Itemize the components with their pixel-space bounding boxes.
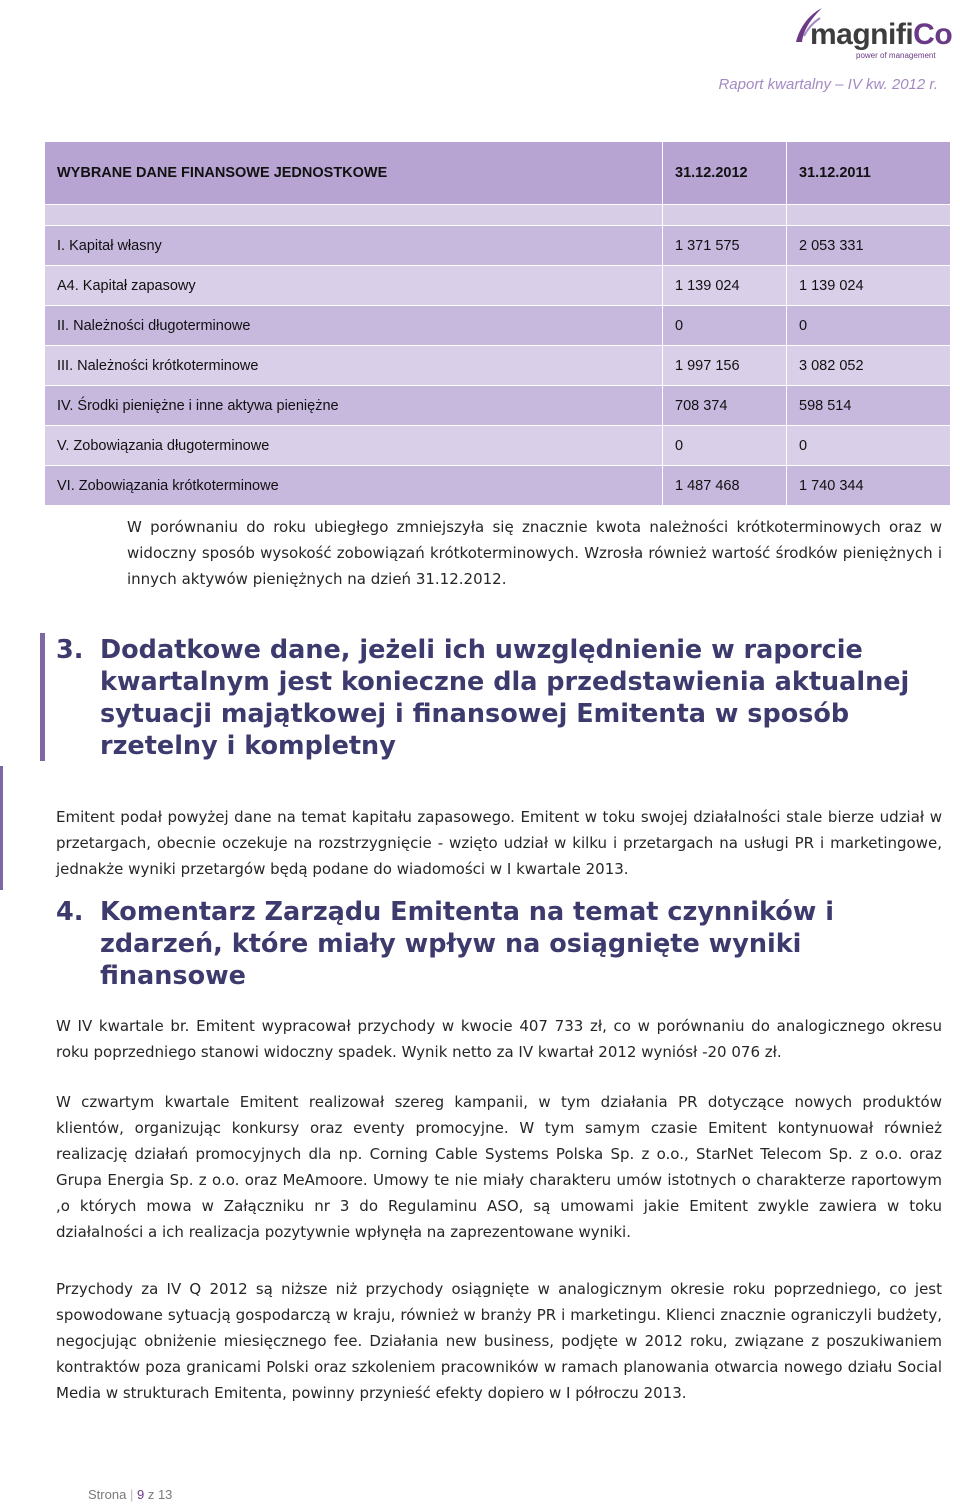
section-4-paragraph: Przychody za IV Q 2012 są niższe niż przychody osiągnięte w analogicznym okresie roku poprzedniego, co jest spowodowane sytuacją gospodarczą w kraju, również w branży PR i marketingu. Klienci znacznie ograniczyli budżety, negocjując obniżenie miesięcznego fee. Działania new business, podjęte w 2012 roku, związane z poszukiwaniem kontraktów poza granicami Polski oraz szkoleniem pracowników w ramach planowania otwarcia nowego działu Social Media w strukturach Emitenta, powinny przynieść efekty dopiero w I półroczu 2013. bbox=[56, 1280, 942, 1402]
row-value-2011: 3 082 052 bbox=[787, 346, 951, 386]
row-value-2012: 1 371 575 bbox=[663, 226, 787, 266]
section-4-paragraph: W czwartym kwartale Emitent realizował szereg kampanii, w tym działania PR dotyczące nowych produktów klientów, organizując konkursy oraz eventy promocyjne. W tym samym czasie Emitent kontynuował również realizację działań promocyjnych dla np. Corning Cable Systems Polska Sp. z o.o., StarNet Telecom Sp. z o.o. oraz Grupa Energia Sp. z o.o. oraz MeAmoore. Umowy te nie miały charakteru umów istotnych o charakterze raportowym ,o których mowa w Załączniku nr 3 do Regulaminu ASO, są umowami jakie Emitent zwykle zawiera w toku działalności a ich realizacja pozytywnie wpłynęła na zaprezentowane wyniki. bbox=[56, 1093, 942, 1241]
row-value-2011: 1 740 344 bbox=[787, 466, 951, 506]
page-footer bbox=[88, 1487, 172, 1502]
row-label: V. Zobowiązania długoterminowe bbox=[45, 426, 663, 466]
table-header-row bbox=[45, 142, 951, 205]
row-value-2012: 1 139 024 bbox=[663, 266, 787, 306]
row-label: III. Należności krótkoterminowe bbox=[45, 346, 663, 386]
row-value-2011: 598 514 bbox=[787, 386, 951, 426]
row-value-2012: 1 997 156 bbox=[663, 346, 787, 386]
footer-page-number: 9 bbox=[136, 1487, 145, 1502]
table-row bbox=[45, 466, 951, 506]
logo-tagline: power of management bbox=[856, 51, 936, 60]
row-value-2011: 1 139 024 bbox=[787, 266, 951, 306]
row-label: A4. Kapitał zapasowy bbox=[45, 266, 663, 306]
row-value-2012: 708 374 bbox=[663, 386, 787, 426]
row-value-2012: 0 bbox=[663, 426, 787, 466]
table-row bbox=[45, 306, 951, 346]
footer-label: Strona bbox=[88, 1487, 127, 1502]
section-3-number: 3. bbox=[56, 635, 84, 665]
table-row bbox=[45, 386, 951, 426]
table-spacer-row bbox=[45, 205, 951, 226]
row-value-2012: 1 487 468 bbox=[663, 466, 787, 506]
table-row bbox=[45, 346, 951, 386]
section-3-paragraph: Emitent podał powyżej dane na temat kapitału zapasowego. Emitent w toku swojej działalności stale bierze udział w przetargach, obecnie oczekuje na rozstrzygnięcie - wzięto udział w kilku i przetargach na usługi PR i marketingowe, jednakże wyniki przetargów będą podane do wiadomości w I kwartale 2013. bbox=[56, 808, 942, 878]
footer-separator: | bbox=[129, 1487, 134, 1502]
row-label: II. Należności długoterminowe bbox=[45, 306, 663, 346]
row-value-2011: 2 053 331 bbox=[787, 226, 951, 266]
section-4-title: Komentarz Zarządu Emitenta na temat czynników i zdarzeń, które miały wpływ na osiągnięte wyniki finansowe bbox=[100, 897, 834, 991]
row-value-2011: 0 bbox=[787, 426, 951, 466]
section-4-paragraph: W IV kwartale br. Emitent wypracował przychody w kwocie 407 733 zł, co w porównaniu do analogicznego okresu roku poprzedniego stanowi widoczny spadek. Wynik netto za IV kwartał 2012 wyniósł -20 076 zł. bbox=[56, 1017, 942, 1061]
row-value-2012: 0 bbox=[663, 306, 787, 346]
logo-wordmark: magnifiCo bbox=[810, 18, 953, 51]
row-label: I. Kapitał własny bbox=[45, 226, 663, 266]
table-row bbox=[45, 266, 951, 306]
table-title: WYBRANE DANE FINANSOWE JEDNOSTKOWE bbox=[45, 142, 663, 205]
report-title: Raport kwartalny – IV kw. 2012 r. bbox=[718, 76, 938, 93]
section-3-title: Dodatkowe dane, jeżeli ich uwzględnienie w raporcie kwartalnym jest konieczne dla przedstawienia aktualnej sytuacji majątkowej i finansowej Emitenta w sposób rzetelny i kompletny bbox=[100, 635, 910, 761]
comparison-paragraph: W porównaniu do roku ubiegłego zmniejszyła się znacznie kwota należności krótkoterminowych oraz w widoczny sposób wysokość zobowiązań krótkoterminowych. Wzrosła również wartość środków pieniężnych i innych aktywów pieniężnych na dzień 31.12.2012. bbox=[127, 518, 942, 588]
section-3-heading bbox=[56, 634, 936, 764]
column-header-2012: 31.12.2012 bbox=[663, 142, 787, 205]
financial-data-table bbox=[44, 141, 951, 506]
row-value-2011: 0 bbox=[787, 306, 951, 346]
table-row bbox=[45, 426, 951, 466]
row-label: VI. Zobowiązania krótkoterminowe bbox=[45, 466, 663, 506]
section-accent-bar bbox=[40, 633, 45, 761]
row-label: IV. Środki pieniężne i inne aktywa pieniężne bbox=[45, 386, 663, 426]
column-header-2011: 31.12.2011 bbox=[787, 142, 951, 205]
company-logo bbox=[790, 6, 953, 64]
margin-accent-bar bbox=[0, 766, 3, 890]
footer-total-pages: 13 bbox=[157, 1487, 173, 1502]
footer-of-label: z bbox=[147, 1487, 155, 1502]
section-4-heading bbox=[56, 896, 936, 991]
table-row bbox=[45, 226, 951, 266]
section-4-number: 4. bbox=[56, 897, 84, 927]
